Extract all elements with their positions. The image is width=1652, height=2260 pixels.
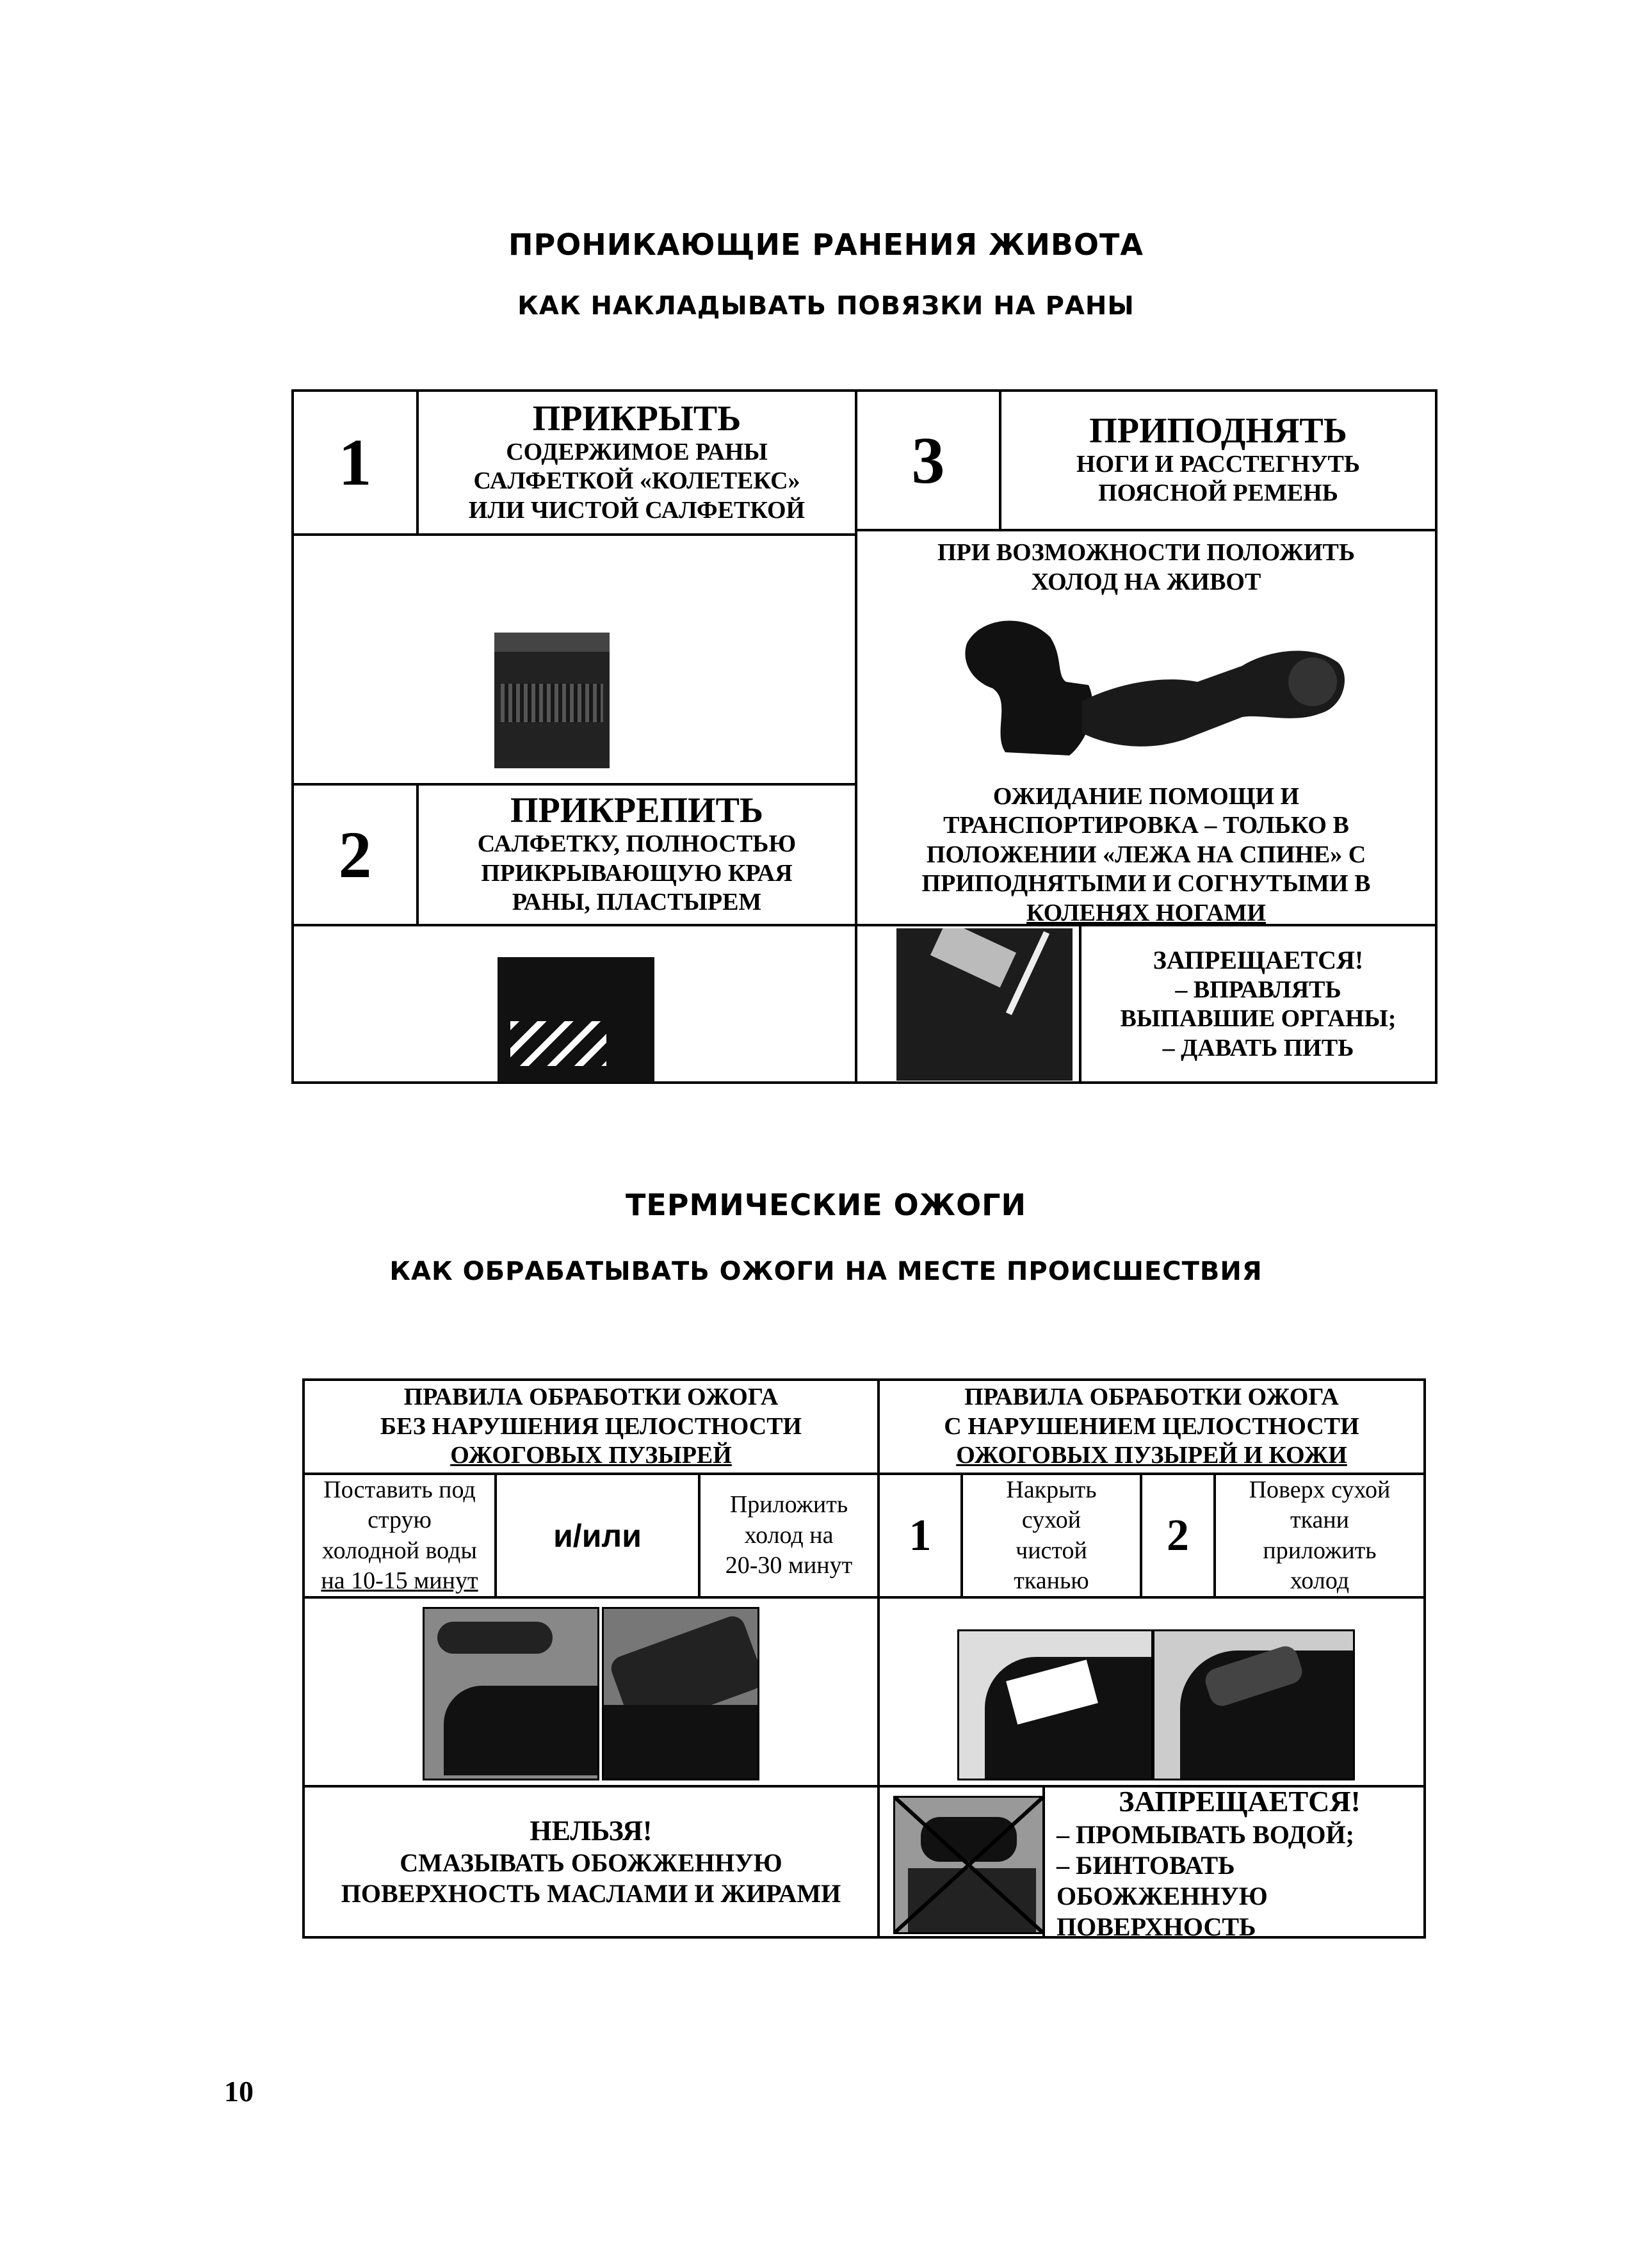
water-line3: холодной воды bbox=[322, 1537, 477, 1564]
step2-line3: РАНЫ, ПЛАСТЫРЕМ bbox=[512, 889, 762, 916]
step3-box bbox=[1001, 392, 1435, 529]
nelzya-line3: ПОВЕРХНОСТЬ МАСЛАМИ И ЖИРАМИ bbox=[341, 1879, 841, 1909]
left-header bbox=[305, 1381, 877, 1473]
section1-title: ПРОНИКАЮЩИЕ РАНЕНИЯ ЖИВОТА bbox=[508, 227, 1144, 262]
cold-line2: холод на bbox=[744, 1521, 834, 1549]
step3-line2: ПОЯСНОЙ РЕМЕНЬ bbox=[1098, 480, 1338, 507]
step2-box bbox=[419, 786, 855, 924]
transport-line3: ПОЛОЖЕНИИ «ЛЕЖА НА СПИНЕ» С bbox=[926, 841, 1366, 868]
r-step2-text bbox=[1216, 1475, 1423, 1596]
nelzya-line1: НЕЛЬЗЯ! bbox=[530, 1814, 652, 1846]
section2-subtitle: КАК ОБРАБАТЫВАТЬ ОЖОГИ НА МЕСТЕ ПРОИСШЕСТВИЯ bbox=[389, 1257, 1263, 1286]
step2-photo bbox=[498, 932, 654, 1083]
transport-line5: КОЛЕНЯХ НОГАМИ bbox=[1026, 899, 1266, 926]
forbidden-box-2 bbox=[1057, 1785, 1423, 1941]
forbidden2-line5: ПОВЕРХНОСТЬ bbox=[1057, 1912, 1256, 1941]
left-header-line3: ОЖОГОВЫХ ПУЗЫРЕЙ bbox=[450, 1442, 732, 1469]
forbidden2-line3: – БИНТОВАТЬ bbox=[1057, 1850, 1235, 1880]
page-number: 10 bbox=[224, 2075, 254, 2108]
step1-box bbox=[419, 392, 855, 533]
forbidden1-line4: – ДАВАТЬ ПИТЬ bbox=[1162, 1034, 1354, 1061]
right-header-line2: С НАРУШЕНИЕМ ЦЕЛОСТНОСТИ bbox=[944, 1412, 1359, 1440]
forbidden-box-1 bbox=[1081, 926, 1435, 1081]
forbidden2-line4: ОБОЖЖЕННУЮ bbox=[1057, 1881, 1268, 1910]
left-header-line2: БЕЗ НАРУШЕНИЯ ЦЕЛОСТНОСТИ bbox=[380, 1412, 802, 1440]
r-step1-line2: сухой bbox=[1021, 1506, 1081, 1533]
step1-line3: ИЛИ ЧИСТОЙ САЛФЕТКОЙ bbox=[468, 496, 806, 524]
cold-note-line2: ХОЛОД НА ЖИВОТ bbox=[1031, 569, 1261, 595]
nelzya-box bbox=[305, 1788, 877, 1936]
right-header bbox=[880, 1381, 1423, 1473]
cloth-photo bbox=[957, 1629, 1153, 1780]
step3-number: 3 bbox=[911, 423, 945, 497]
step1-number: 1 bbox=[338, 426, 372, 499]
cloth-cold-photo bbox=[1153, 1629, 1355, 1780]
section2-title: ТЕРМИЧЕСКИЕ ОЖОГИ bbox=[625, 1188, 1026, 1222]
r-step1-text bbox=[963, 1475, 1140, 1596]
water-photo bbox=[423, 1607, 599, 1780]
r-step2-line1: Поверх сухой bbox=[1249, 1476, 1391, 1503]
step3-title: ПРИПОДНЯТЬ bbox=[1089, 411, 1347, 451]
cold-note bbox=[857, 533, 1435, 603]
step3-line1: НОГИ И РАССТЕГНУТЬ bbox=[1076, 450, 1360, 478]
r-step2-line4: холод bbox=[1290, 1567, 1350, 1594]
cold-line1: Приложить bbox=[729, 1491, 848, 1519]
cold-line3: 20-30 минут bbox=[725, 1552, 853, 1579]
transport-line4: ПРИПОДНЯТЫМИ И СОГНУТЫМИ В bbox=[921, 870, 1371, 898]
forbidden1-line3: ВЫПАВШИЕ ОРГАНЫ; bbox=[1120, 1005, 1397, 1033]
water-instruction bbox=[305, 1475, 494, 1596]
r-step1-line4: тканью bbox=[1014, 1567, 1089, 1594]
lying-person-illustration bbox=[954, 605, 1357, 771]
cold-note-line1: ПРИ ВОЗМОЖНОСТИ ПОЛОЖИТЬ bbox=[937, 539, 1355, 567]
step1-title: ПРИКРЫТЬ bbox=[532, 398, 741, 439]
step1-photo bbox=[494, 594, 610, 768]
water-line2: струю bbox=[368, 1506, 432, 1533]
r-step1-number: 1 bbox=[909, 1510, 932, 1560]
step2-line2: ПРИКРЫВАЮЩУЮ КРАЯ bbox=[481, 859, 793, 887]
nelzya-line2: СМАЗЫВАТЬ ОБОЖЖЕННУЮ bbox=[400, 1848, 782, 1878]
forbidden2-line2: – ПРОМЫВАТЬ ВОДОЙ; bbox=[1057, 1820, 1354, 1849]
cold-instruction bbox=[700, 1475, 877, 1596]
section1-subtitle: КАК НАКЛАДЫВАТЬ ПОВЯЗКИ НА РАНЫ bbox=[517, 291, 1135, 321]
forbidden1-line1: ЗАПРЕЩАЕТСЯ! bbox=[1153, 945, 1364, 974]
water-line1: Поставить под bbox=[323, 1476, 476, 1503]
step1-line1: СОДЕРЖИМОЕ РАНЫ bbox=[506, 438, 768, 465]
cold-photo bbox=[602, 1607, 759, 1780]
water-line4: на 10-15 минут bbox=[321, 1567, 478, 1594]
r-step2-line2: ткани bbox=[1290, 1506, 1350, 1533]
r-step1-line3: чистой bbox=[1016, 1537, 1087, 1564]
r-step1-line1: Накрыть bbox=[1006, 1476, 1097, 1503]
forbidden-photo bbox=[896, 928, 1073, 1081]
crossed-photo bbox=[893, 1796, 1044, 1934]
left-header-line1: ПРАВИЛА ОБРАБОТКИ ОЖОГА bbox=[403, 1384, 779, 1411]
step2-title: ПРИКРЕПИТЬ bbox=[510, 791, 763, 831]
step1-line2: САЛФЕТКОЙ «КОЛЕТЕКС» bbox=[473, 467, 800, 495]
transport-note bbox=[857, 782, 1435, 926]
forbidden1-line2: – ВПРАВЛЯТЬ bbox=[1175, 976, 1341, 1003]
andor-label: и/или bbox=[553, 1517, 642, 1554]
r-step2-number: 2 bbox=[1167, 1510, 1189, 1560]
right-header-line1: ПРАВИЛА ОБРАБОТКИ ОЖОГА bbox=[964, 1384, 1339, 1411]
right-header-line3: ОЖОГОВЫХ ПУЗЫРЕЙ И КОЖИ bbox=[956, 1442, 1347, 1469]
forbidden2-line1: ЗАПРЕЩАЕТСЯ! bbox=[1119, 1785, 1361, 1818]
step2-number: 2 bbox=[338, 818, 372, 892]
transport-line1: ОЖИДАНИЕ ПОМОЩИ И bbox=[992, 782, 1300, 810]
step2-line1: САЛФЕТКУ, ПОЛНОСТЬЮ bbox=[477, 830, 797, 857]
transport-line2: ТРАНСПОРТИРОВКА – ТОЛЬКО В bbox=[943, 812, 1349, 839]
r-step2-line3: приложить bbox=[1263, 1537, 1377, 1564]
